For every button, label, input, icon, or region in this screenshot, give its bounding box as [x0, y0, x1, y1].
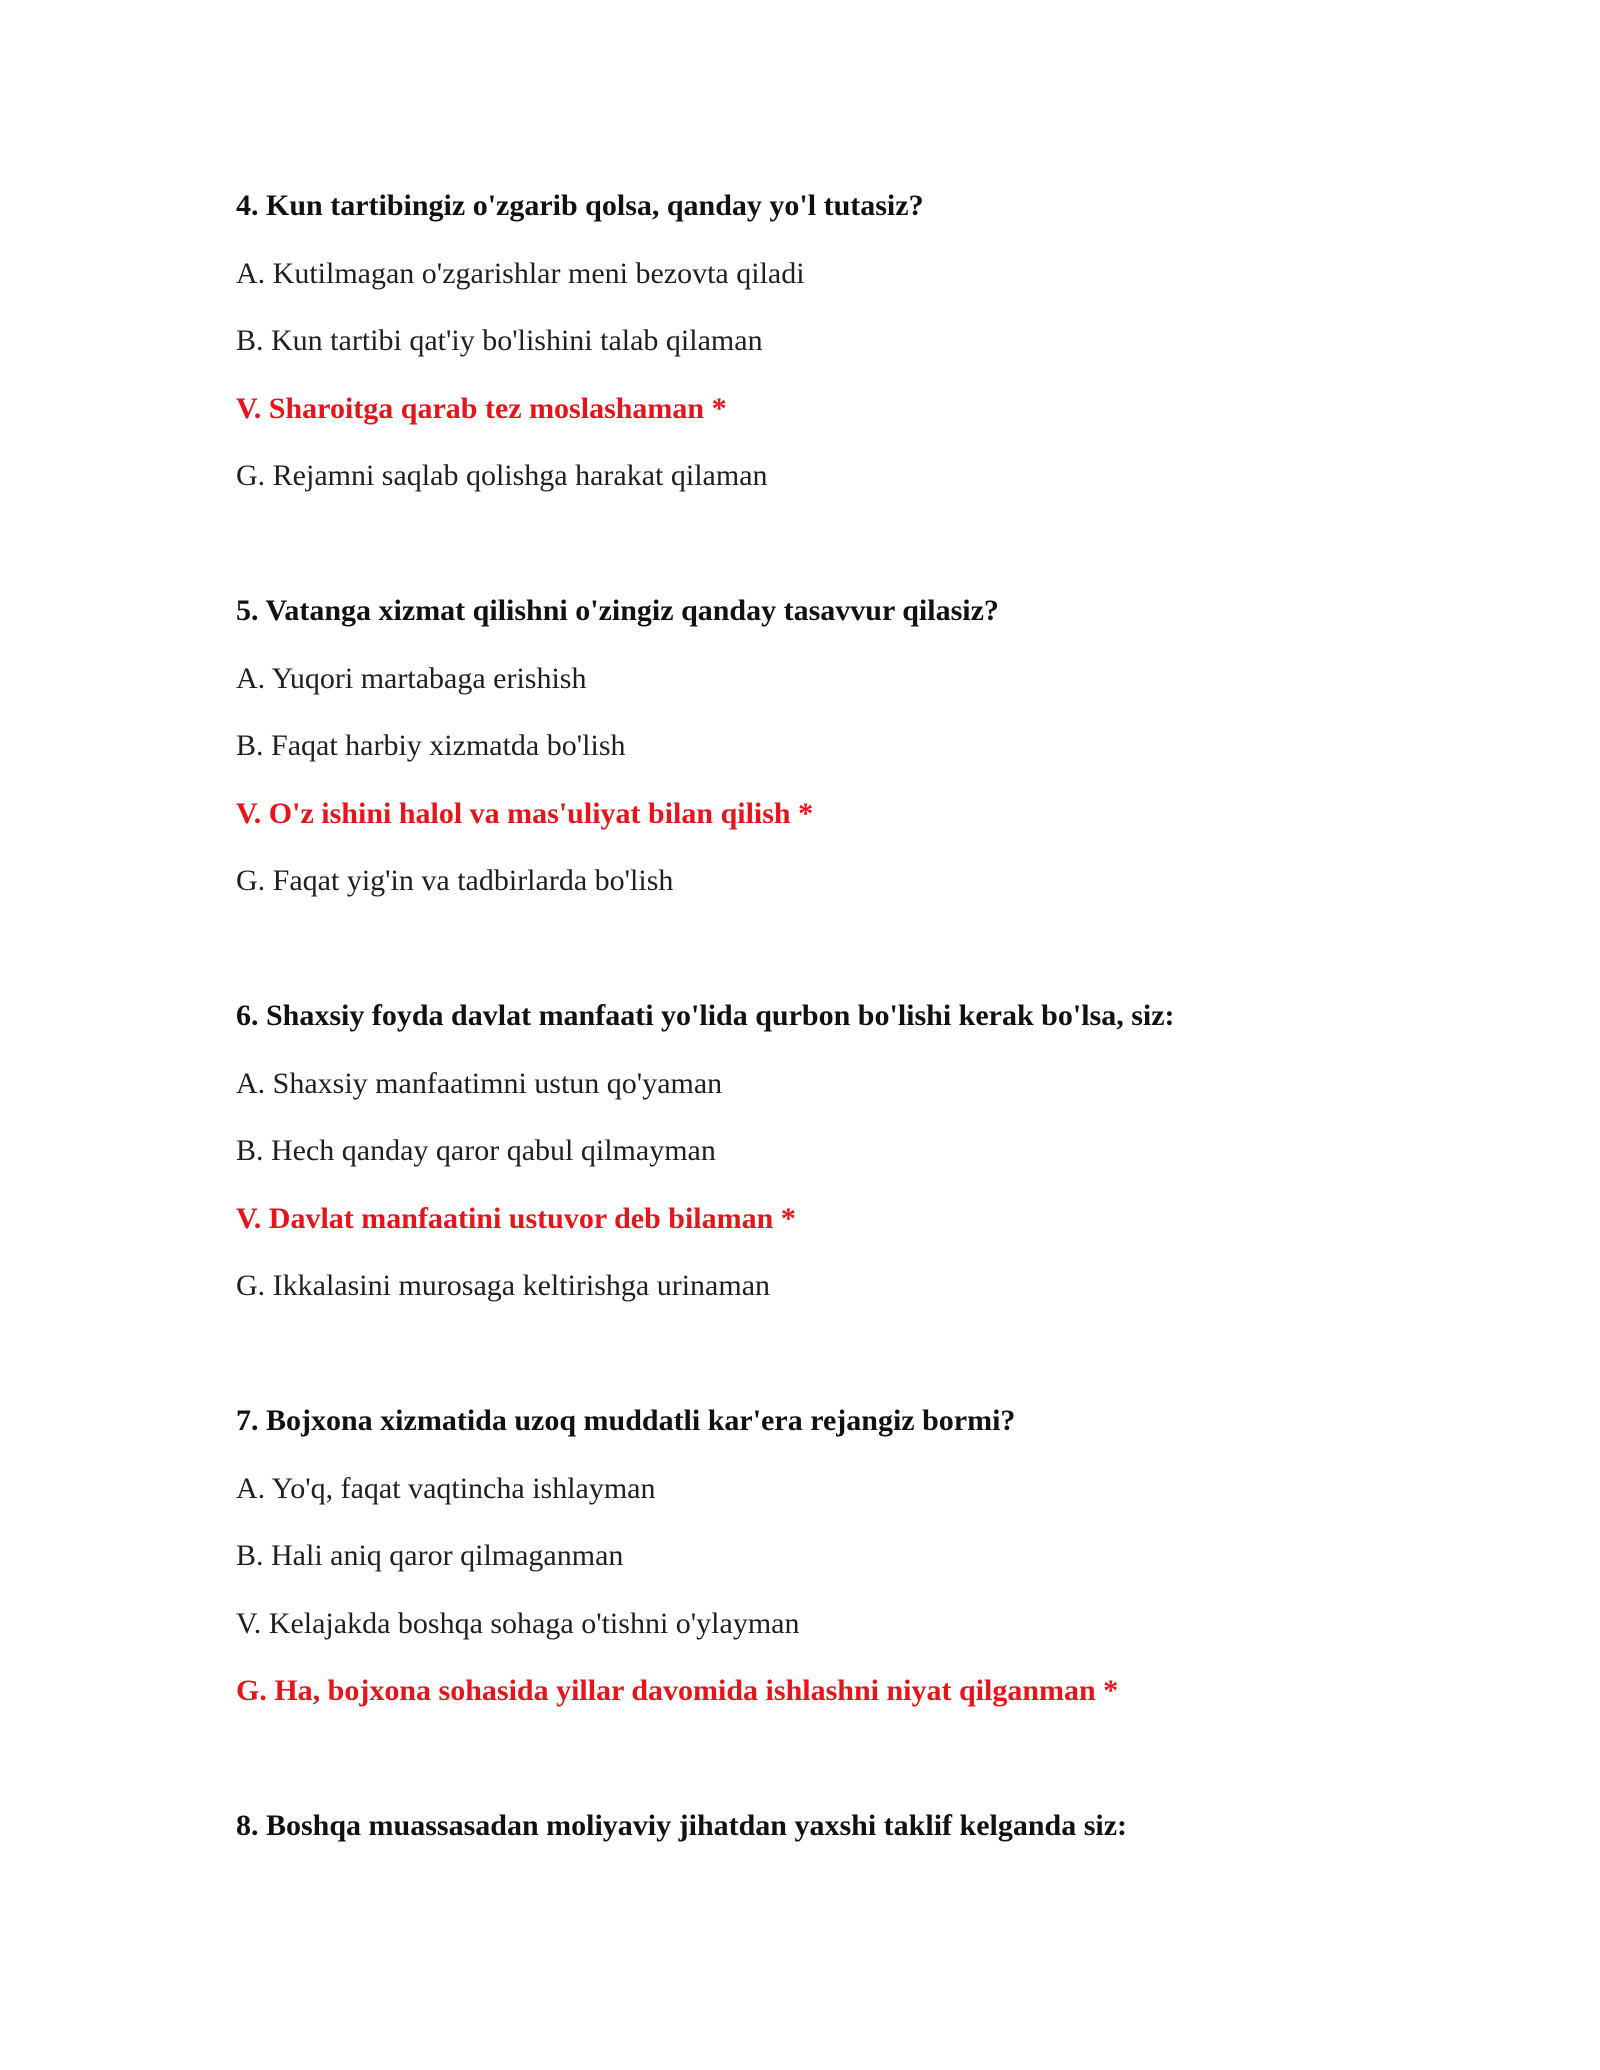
question-4-option-b: B. Kun tartibi qat'iy bo'lishini talab qilaman: [236, 324, 763, 357]
question-5-option-b: B. Faqat harbiy xizmatda bo'lish: [236, 729, 626, 762]
question-7-option-b: B. Hali aniq qaror qilmaganman: [236, 1539, 624, 1572]
question-6-option-g: G. Ikkalasini murosaga keltirishga urinaman: [236, 1269, 771, 1302]
question-5-option-a: A. Yuqori martabaga erishish: [236, 662, 587, 695]
question-5: 5. Vatanga xizmat qilishni o'zingiz qanday tasavvur qilasiz?: [236, 594, 999, 627]
question-7-option-g-correct: G. Ha, bojxona sohasida yillar davomida ishlashni niyat qilganman *: [236, 1674, 1119, 1707]
question-8: 8. Boshqa muassasadan moliyaviy jihatdan yaxshi taklif kelganda siz:: [236, 1809, 1128, 1842]
question-4-option-a: A. Kutilmagan o'zgarishlar meni bezovta qiladi: [236, 257, 805, 290]
question-4-option-g: G. Rejamni saqlab qolishga harakat qilaman: [236, 459, 768, 492]
question-7: 7. Bojxona xizmatida uzoq muddatli kar'era rejangiz bormi?: [236, 1404, 1016, 1437]
question-5-option-g: G. Faqat yig'in va tadbirlarda bo'lish: [236, 864, 674, 897]
question-6: 6. Shaxsiy foyda davlat manfaati yo'lida qurbon bo'lishi kerak bo'lsa, siz:: [236, 999, 1175, 1032]
question-6-option-b: B. Hech qanday qaror qabul qilmayman: [236, 1134, 716, 1167]
question-6-option-v-correct: V. Davlat manfaatini ustuvor deb bilaman *: [236, 1202, 796, 1235]
question-7-option-v: V. Kelajakda boshqa sohaga o'tishni o'ylayman: [236, 1607, 800, 1640]
question-7-option-a: A. Yo'q, faqat vaqtincha ishlayman: [236, 1472, 656, 1505]
question-6-option-a: A. Shaxsiy manfaatimni ustun qo'yaman: [236, 1067, 723, 1100]
question-4-option-v-correct: V. Sharoitga qarab tez moslashaman *: [236, 392, 727, 425]
question-4: 4. Kun tartibingiz o'zgarib qolsa, qanday yo'l tutasiz?: [236, 189, 924, 222]
question-5-option-v-correct: V. O'z ishini halol va mas'uliyat bilan qilish *: [236, 797, 814, 830]
